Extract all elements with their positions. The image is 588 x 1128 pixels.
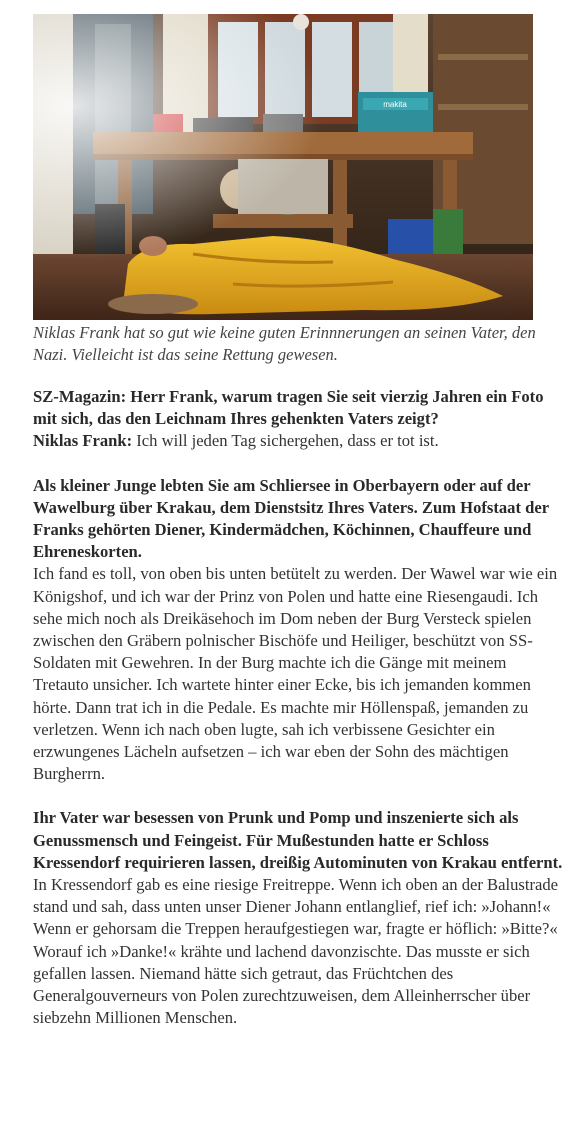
interview-exchange-3 xyxy=(33,807,563,1029)
question-1-speaker: SZ-Magazin: xyxy=(33,387,127,406)
question-1-text: Herr Frank, warum tragen Sie seit vierzig Jahren ein Foto mit sich, das den Leichnam Ihres gehenkten Vaters zeigt? xyxy=(33,387,544,429)
interview-exchange-1 xyxy=(33,386,563,453)
photo-caption: Niklas Frank hat so gut wie keine guten Erinnnerungen an seinen Vater, den Nazi. Vielleicht ist das seine Rettung gewesen. xyxy=(33,323,536,364)
answer-2: Ich fand es toll, von oben bis unten betütelt zu werden. Der Wawel war wie ein Königshof, und ich war der Prinz von Polen und hatte eine Riesengaudi. Ich sehe mich noch als Dreikäsehoch im Dom neben der Burg Versteck spielen zwischen den Gräbern polnischer Bischöfe und Heiliger, beschützt von SS-Soldaten mit Gewehren. In der Burg machte ich die Gänge mit meinem Tretauto unsicher. Ich wartete hinter einer Ecke, bis ich jemanden kommen hörte. Dann trat ich in die Pedale. Es machte mir Höllenspaß, jemanden zu verletzen. Wenn ich nach oben lugte, sah ich verbissene Gesichter ein erzwungenes Lächeln aufsetzen – ich war eben der Sohn des mächtigen Burgherrn. xyxy=(33,564,558,784)
workshop-photo-icon xyxy=(33,14,533,320)
answer-1 xyxy=(33,430,563,452)
question-1 xyxy=(33,386,563,430)
answer-3: In Kressendorf gab es eine riesige Freitreppe. Wenn ich oben an der Balustrade stand und sah, dass unten unser Diener Johann entlanglief, rief ich: »Johann!« Wenn er gehorsam die Treppen heraufgestiegen war, fragte er höflich: »Bitte?« Worauf ich »Danke!« krähte und lachend davonzischte. Das musste er sich gefallen lassen. Niemand hätte sich getraut, das Früchtchen des Generalgouverneurs von Polen zurechtzuweisen, dem Alleinherrscher über siebzehn Millionen Menschen. xyxy=(33,875,559,1028)
article-photo xyxy=(33,14,533,320)
interview-exchange-2 xyxy=(33,475,563,786)
question-2: Als kleiner Junge lebten Sie am Schliersee in Oberbayern oder auf der Wawelburg über Krakau, dem Dienstsitz Ihres Vaters. Zum Hofstaat der Franks gehörten Diener, Kindermädchen, Köchinnen, Chauffeure und Ehreneskorten. xyxy=(33,475,549,562)
question-3: Ihr Vater war besessen von Prunk und Pomp und inszenierte sich als Genussmensch und Feingeist. Für Mußestunden hatte er Schloss Kressendorf requirieren lassen, dreißig Autominuten von Krakau entfernt. xyxy=(33,808,563,872)
interview-article xyxy=(33,386,563,1051)
answer-1-text: Ich will jeden Tag sichergehen, dass er tot ist. xyxy=(136,431,439,451)
answer-1-speaker: Niklas Frank: xyxy=(33,431,133,451)
